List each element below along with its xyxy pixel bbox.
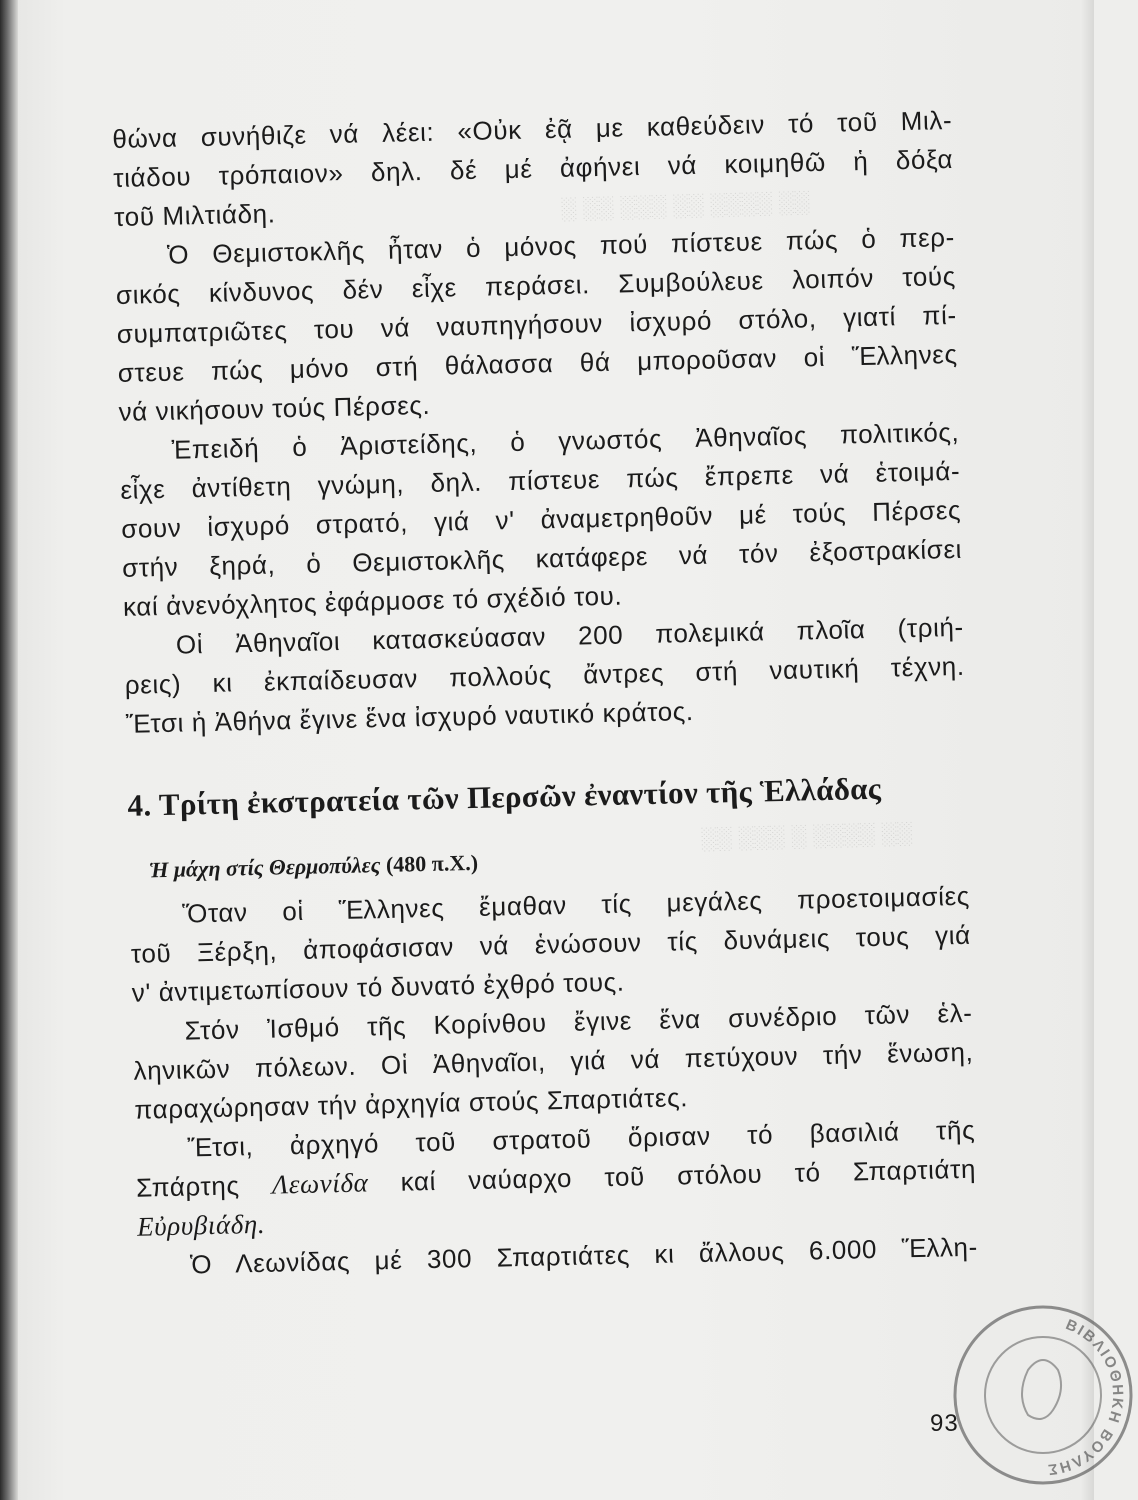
text-line: Ὁ Θεμιστοκλῆς ἦταν ὁ μόνος πού πίστευε πώς ὁ περ- xyxy=(166,221,956,270)
library-stamp-icon xyxy=(948,1300,1138,1490)
body-text xyxy=(112,101,978,1286)
text-line: ν' ἀντιμετωπίσουν τό δυνατό ἐχθρό τους. xyxy=(131,966,625,1008)
text-line: τοῦ Μιλτιάδη. xyxy=(113,198,276,232)
text-fragment: καί ναύαρχο τοῦ στόλου τό Σπαρτιάτη xyxy=(400,1153,977,1197)
svg-text:ΒΙΒΛΙΟΘΗΚΗ ΒΟΥΛΗΣ: ΒΙΒΛΙΟΘΗΚΗ ΒΟΥΛΗΣ xyxy=(1045,1316,1127,1479)
name-leonidas: Λεωνίδα xyxy=(271,1167,369,1200)
page-right-edge xyxy=(1080,0,1094,1500)
text-line: εἶχε ἀντίθετη γνώμη, δηλ. πίστευε πώς ἔπρεπε νά ἑτοιμά- xyxy=(120,455,961,505)
text-line: στήν ξηρά, ὁ Θεμιστοκλῆς κατάφερε νά τόν ἐξοστρακίσει xyxy=(121,533,963,583)
text-line: νά νικήσουν τούς Πέρσες. xyxy=(118,389,431,427)
text-line: Ἔτσι, ἀρχηγό τοῦ στρατοῦ ὅρισαν τό βασιλιά τῆς xyxy=(186,1114,976,1163)
page-binding-shadow xyxy=(0,0,18,1500)
text-line: Στόν Ἰσθμό τῆς Κορίνθου ἔγινε ἕνα συνέδριο τῶν ἑλ- xyxy=(184,997,973,1046)
text-line: Ὁ Λεωνίδας μέ 300 Σπαρτιάτες κι ἄλλους 6.000 Ἕλλη- xyxy=(189,1231,979,1280)
text-line: Ἔτσι ἡ Ἀθήνα ἔγινε ἕνα ἰσχυρό ναυτικό κράτος. xyxy=(125,695,694,739)
show-through-text: ░░ ░░░ ░ ░░░░ ░░ xyxy=(700,820,913,851)
text-line: παραχώρησαν τήν ἀρχηγία στούς Σπαρτιάτες. xyxy=(134,1082,689,1125)
page-number: 93 xyxy=(930,1410,959,1437)
text-line: συμπατριῶτες του νά ναυπηγήσουν ἰσχυρό στόλο, γιατί πί- xyxy=(116,299,957,349)
subheading-date: (480 π.Χ.) xyxy=(385,849,479,877)
section-heading: 4. Τρίτη ἐκστρατεία τῶν Περσῶν ἐναντίον τῆς Ἑλλάδας xyxy=(127,770,882,823)
text-line: σικός κίνδυνος δέν εἶχε περάσει. Συμβούλευε λοιπόν τούς xyxy=(115,260,957,310)
text-line: στευε πώς μόνο στή θάλασσα θά μποροῦσαν οἱ Ἕλληνες xyxy=(117,338,958,388)
text-fragment: Σπάρτης xyxy=(135,1170,240,1203)
text-line: Ὅταν οἱ Ἕλληνες ἔμαθαν τίς μεγάλες προετοιμασίες xyxy=(181,880,971,929)
text-line: Ἐπειδή ὁ Ἀριστείδης, ὁ γνωστός Ἀθηναῖος πολιτικός, xyxy=(171,416,960,465)
text-line: ληνικῶν πόλεων. Οἱ Ἀθηναῖοι, γιά νά πετύχουν τήν ἕνωση, xyxy=(133,1036,974,1086)
text-line: καί ἀνενόχλητος ἐφάρμοσε τό σχέδιό του. xyxy=(122,580,623,622)
text-line: τοῦ Ξέρξη, ἀποφάσισαν νά ἑνώσουν τίς δυνάμεις τους γιά xyxy=(130,919,972,969)
show-through-text: ░ ░░ ░░░ ░░ ░░░░ ░░ xyxy=(560,189,810,221)
name-eurybiades: Εὐρυβιάδη. xyxy=(136,1208,266,1242)
text-line: θώνα συνήθιζε νά λέει: «Οὐκ ἐᾷ με καθεύδειν τό τοῦ Μιλ- xyxy=(112,104,953,154)
subheading-title: Ἡ μάχη στίς Θερμοπύλες xyxy=(148,852,381,883)
text-line: Οἱ Ἀθηναῖοι κατασκεύασαν 200 πολεμικά πλοῖα (τριή- xyxy=(175,611,965,660)
text-line: σουν ἰσχυρό στρατό, γιά ν' ἀναμετρηθοῦν μέ τούς Πέρσες xyxy=(120,494,962,544)
text-line: ρεις) κι ἐκπαίδευσαν πολλούς ἄντρες στή ναυτική τέχνη. xyxy=(124,650,965,700)
text-line: τιάδου τρόπαιον» δηλ. δέ μέ ἀφήνει νά κοιμηθῶ ἡ δόξα xyxy=(112,143,954,193)
